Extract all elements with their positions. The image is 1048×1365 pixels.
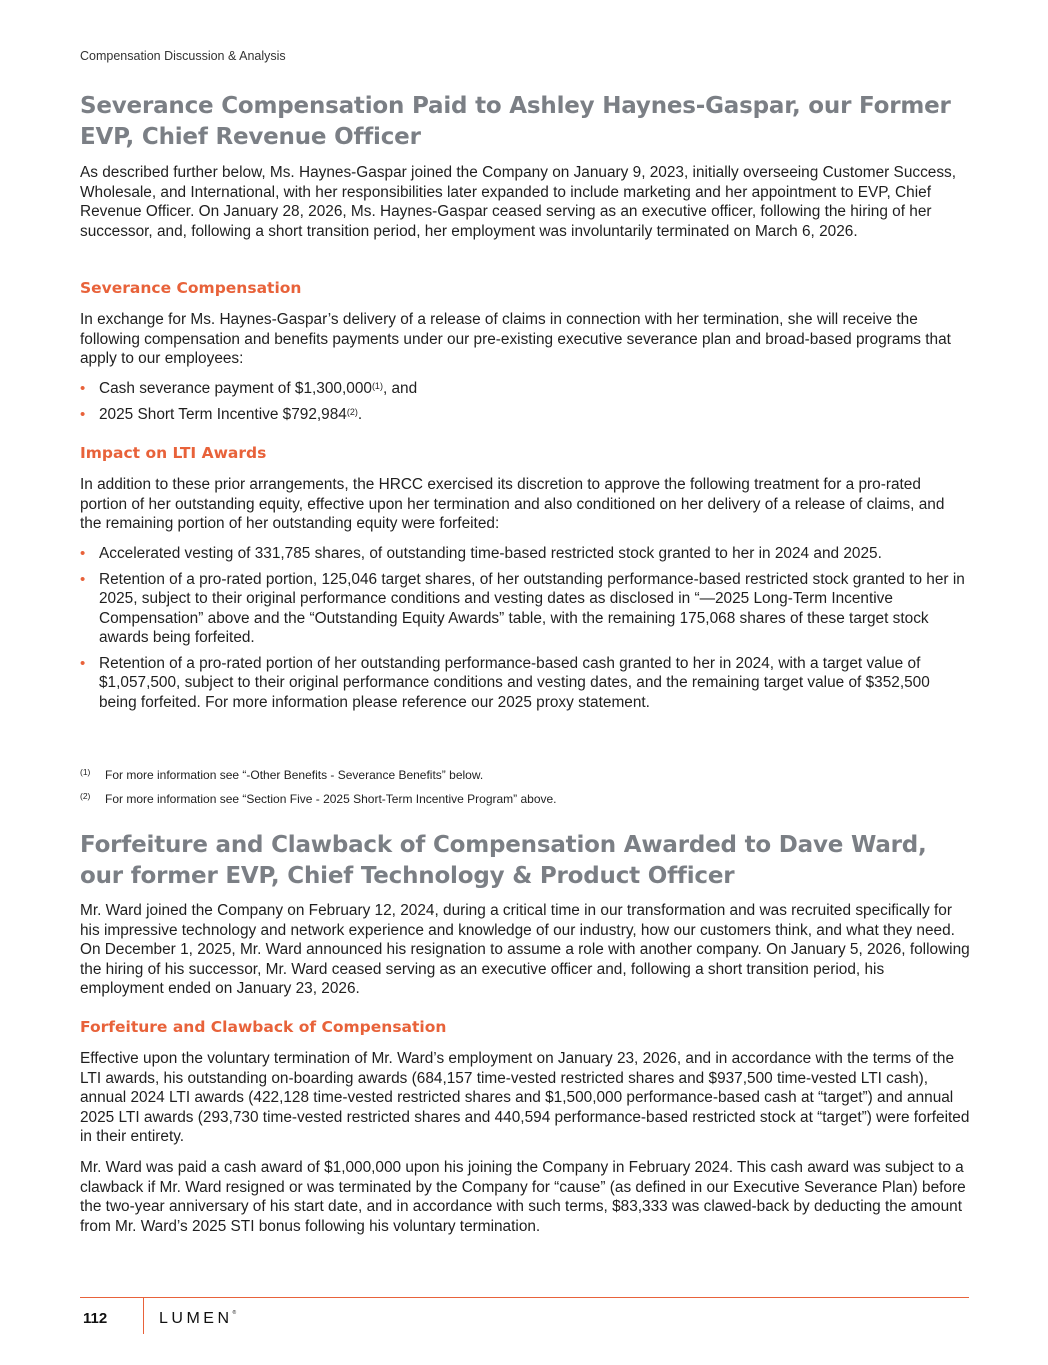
footer-divider (143, 1298, 144, 1334)
bullet-icon: • (80, 380, 86, 397)
running-header: Compensation Discussion & Analysis (80, 49, 286, 63)
section1-title: Severance Compensation Paid to Ashley Haynes-Gaspar, our Former EVP, Chief Revenue Officer (80, 93, 951, 150)
section1-intro: As described further below, Ms. Haynes-Gaspar joined the Company on January 9, 2023, initially overseeing Customer Success, Wholesale, and International, with her responsibilities later expanded to include marketing and her appointment to EVP, Chief Revenue Officer. On January 28, 2026, Ms. Haynes-Gaspar ceased serving as an executive officer, following the hiring of her successor, and, following a short transition period, her employment was involuntarily terminated on March 6, 2026. (80, 164, 956, 240)
lti-impact-text: In addition to these prior arrangements, the HRCC exercised its discretion to approve the following treatment for a pro-rated portion of her outstanding equity, effective upon her termination and also conditioned on her delivery of a release of claims, and the remaining portion of her outstanding equity were forfeited: (80, 476, 945, 532)
list-item: • Retention of a pro-rated portion, 125,046 target shares, of her outstanding performance-based restricted stock granted to her in 2025, subject to their original performance conditions and vesting dates as disclosed in “—2025 Long-Term Incentive Compensation” above and the “Outstanding Equity Awards” table, with the remaining 175,068 shares of these target stock awards being forfeited. (80, 570, 965, 646)
list-item: • Accelerated vesting of 331,785 shares, of outstanding time-based restricted stock granted to her in 2024 and 2025. (80, 545, 882, 562)
section2-heading (80, 830, 970, 892)
list-item: • Cash severance payment of $1,300,000$^{(1)}$, and (80, 380, 418, 397)
bullet-icon: • (80, 545, 86, 562)
severance-bullet-list (80, 379, 970, 430)
section1-heading (80, 91, 970, 153)
bullet-icon: • (80, 570, 86, 588)
footnote: (1) For more information see “-Other Benefits - Severance Benefits” below. (80, 767, 484, 782)
lumen-logo: LUMEN® (159, 1310, 237, 1327)
bullet-icon: • (80, 405, 86, 423)
footnote: (2) For more information see “Section Five - 2025 Short-Term Incentive Program” above. (80, 791, 557, 806)
page-number: 112 (83, 1310, 108, 1327)
severance-compensation-heading: Severance Compensation (80, 279, 302, 297)
footer-rule (80, 1297, 969, 1298)
list-item: • Retention of a pro-rated portion of her outstanding performance-based cash granted to her in 2024, with a target value of $1,057,500, subject to their original performance conditions and vesting dates, and the remaining target value of $352,500 being forfeited. For more information please reference our 2025 proxy statement. (80, 654, 930, 711)
severance-compensation-text: In exchange for Ms. Haynes-Gaspar’s delivery of a release of claims in connection with her termination, she will receive the following compensation and benefits payments under our pre-existing executive severance plan and broad-based programs that apply to our employees: (80, 311, 951, 367)
section2-title: Forfeiture and Clawback of Compensation Awarded to Dave Ward, our former EVP, Chief Technology & Product Officer (80, 832, 927, 889)
list-item: • 2025 Short Term Incentive $792,984$^{(2)}$. (80, 405, 363, 423)
forfeiture-paragraph: Effective upon the voluntary termination of Mr. Ward’s employment on January 23, 2026, and in accordance with the terms of the LTI awards, his outstanding on-boarding awards (684,157 time-vested restricted shares and $937,500 time-vested LTI cash), annual 2024 LTI awards (422,128 time-vested restricted shares and $1,500,000 performance-based cash at “target”) and annual 2025 LTI awards (293,730 time-vested restricted shares and 440,594 performance-based restricted stock at “target”) were forfeited in their entirety. (80, 1050, 970, 1145)
lti-impact-heading: Impact on LTI Awards (80, 444, 267, 462)
clawback-paragraph: Mr. Ward was paid a cash award of $1,000,000 upon his joining the Company in February 2024. This cash award was subject to a clawback if Mr. Ward resigned or was terminated by the Company for “cause” (as defined in our Executive Severance Plan) before the two-year anniversary of his start date, and in accordance with such terms, $83,333 was clawed-back by deducting the amount from Mr. Ward’s 2025 STI bonus following his voluntary termination. (80, 1159, 966, 1235)
bullet-icon: • (80, 654, 86, 672)
footnotes (80, 767, 970, 815)
forfeiture-clawback-heading: Forfeiture and Clawback of Compensation (80, 1018, 447, 1036)
section2-intro: Mr. Ward joined the Company on February 12, 2024, during a critical time in our transformation and was recruited specifically for his impressive technology and network experience and knowledge of our industry, how our customers think, and what they need. On December 1, 2025, Mr. Ward announced his resignation to assume a role with another company. On January 5, 2026, following the hiring of his successor, Mr. Ward ceased serving as an executive officer and, following a short transition period, his employment ended on January 23, 2026. (80, 902, 970, 997)
lti-bullet-list (80, 544, 970, 718)
